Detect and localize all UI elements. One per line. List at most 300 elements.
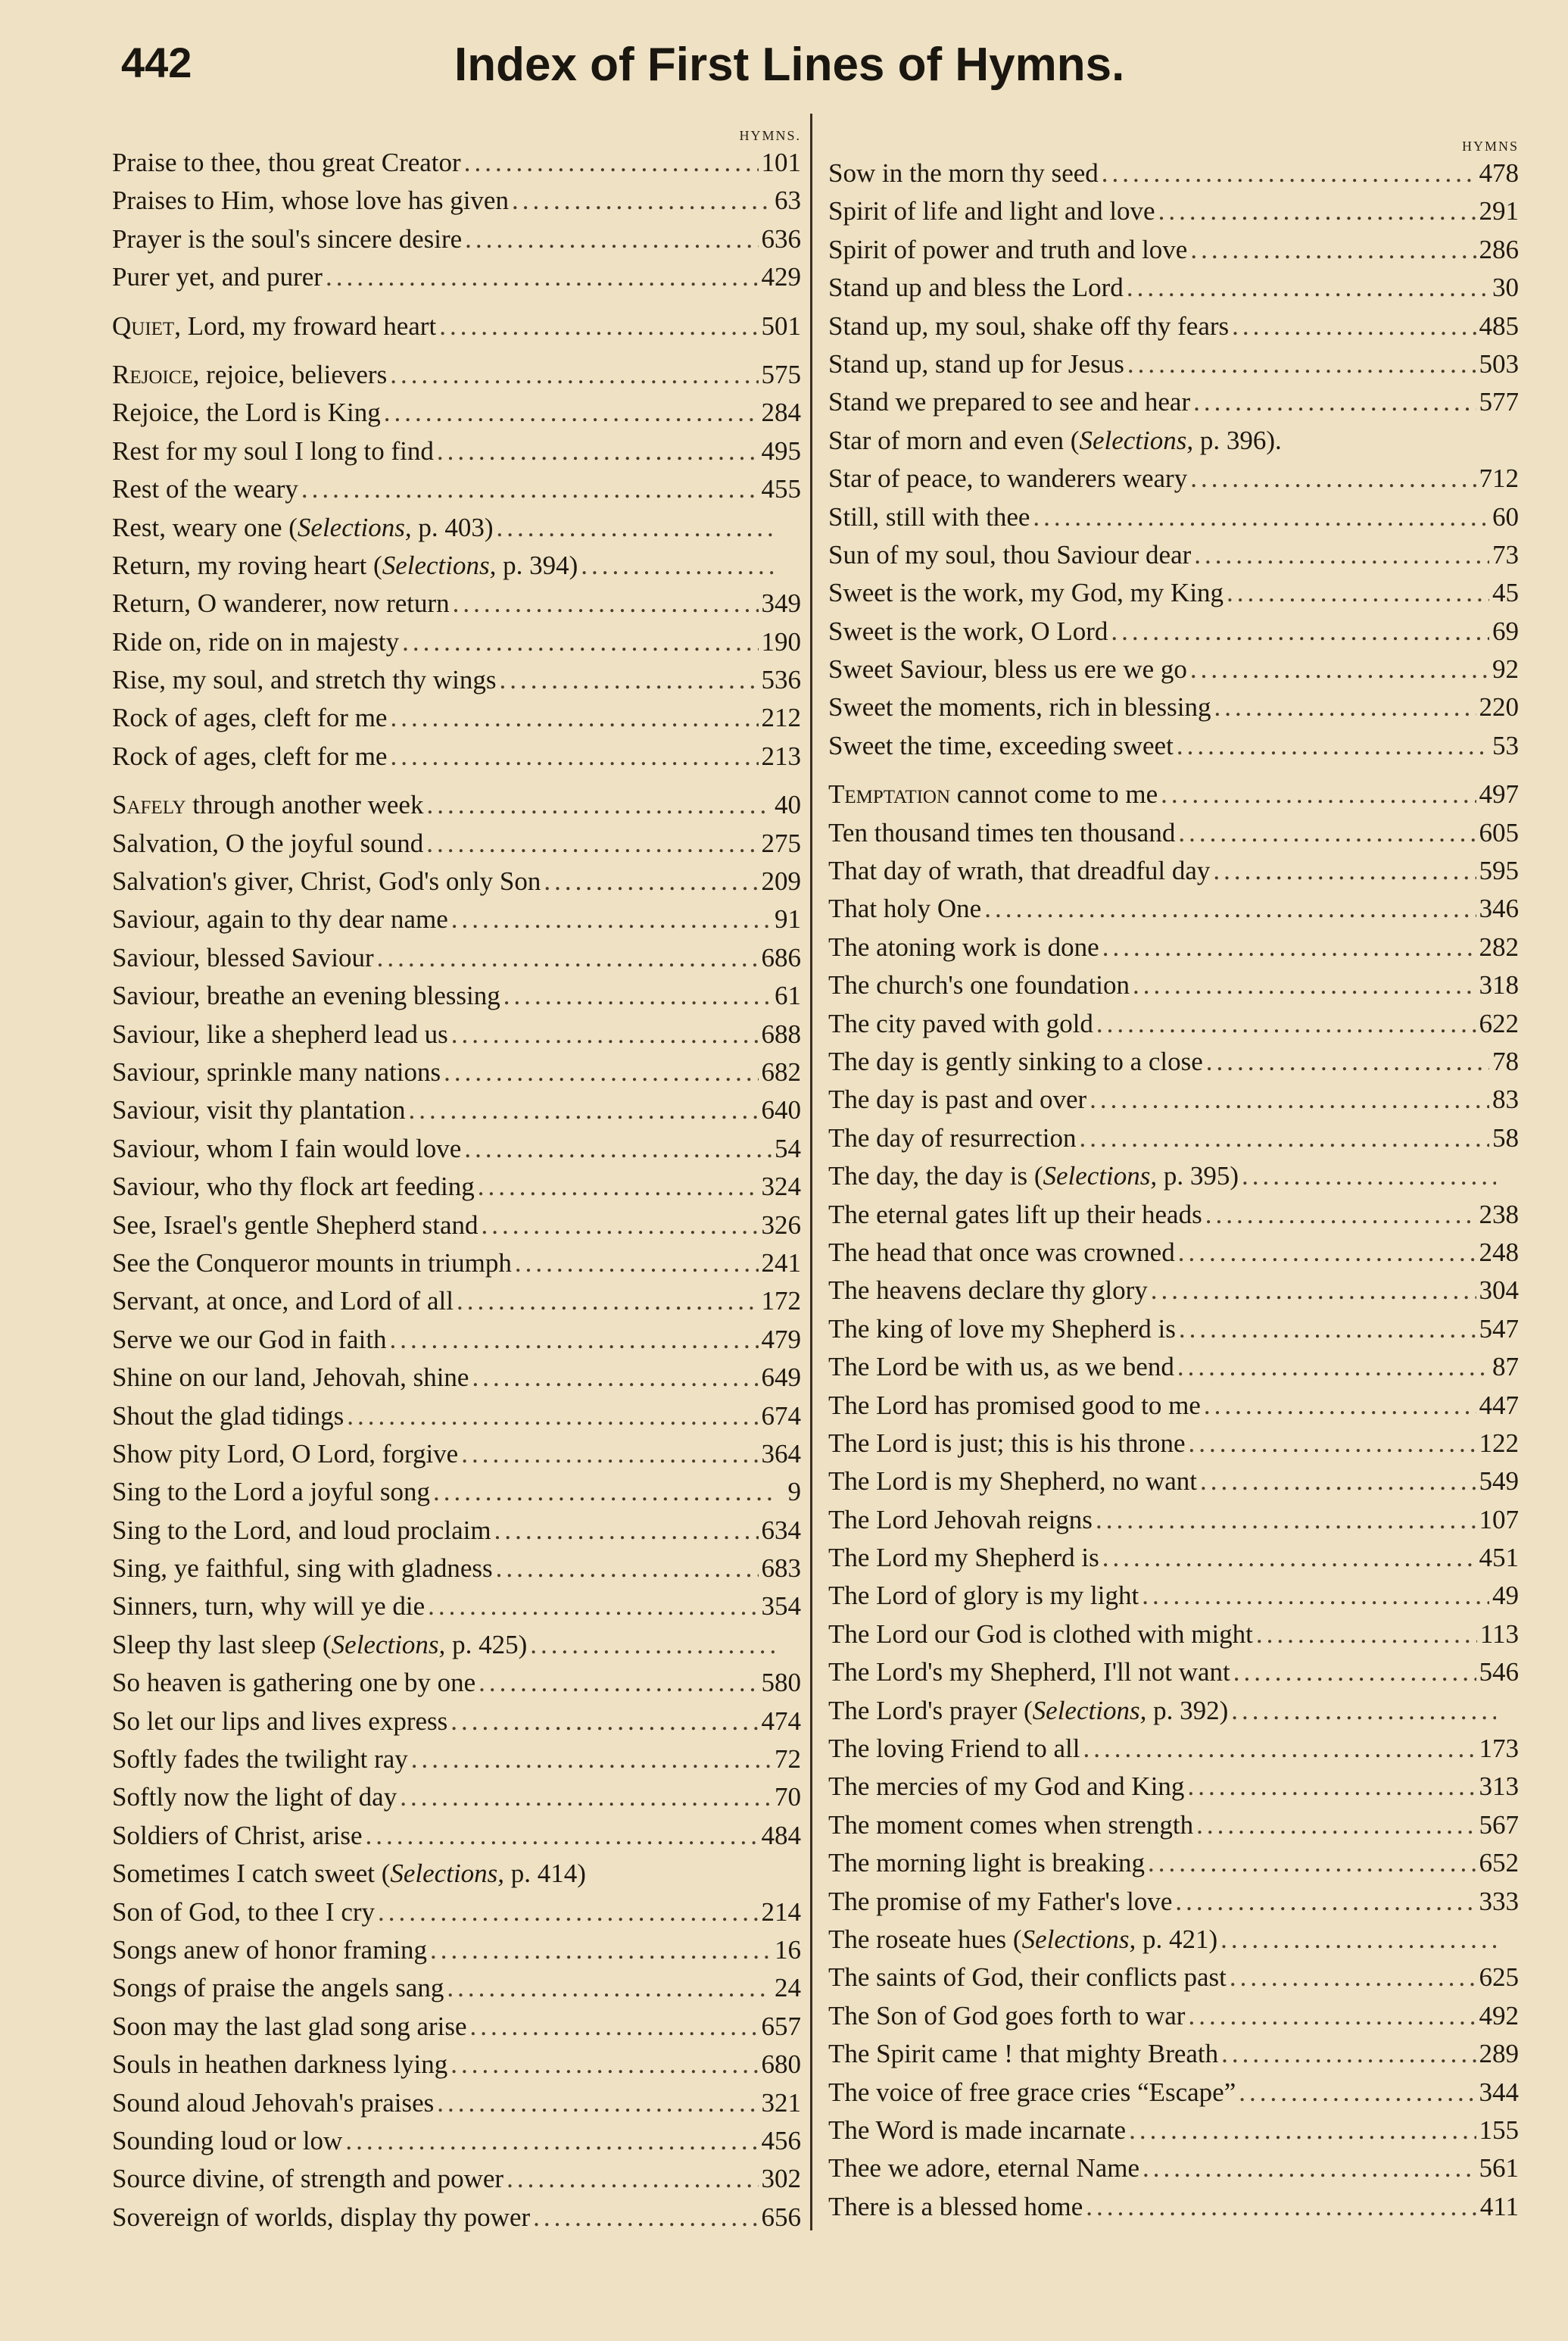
- hymn-entry: [828, 688, 1519, 726]
- hymn-first-line: [828, 1348, 1174, 1386]
- hymn-number: 209: [761, 866, 801, 897]
- hymn-number: 686: [761, 942, 801, 972]
- hymn-first-line-text: Sun of my soul, thou Saviour dear: [828, 539, 1192, 570]
- hymn-entry: [828, 269, 1519, 307]
- hymn-first-line-text: Soon may the last glad song arise: [112, 2011, 467, 2041]
- dot-leader: [1096, 1005, 1476, 1043]
- hymn-first-line: [828, 1730, 1080, 1768]
- hymn-first-line: [112, 1435, 458, 1473]
- hymn-entry: [828, 1844, 1519, 1882]
- selections-reference: Selections,: [1079, 425, 1194, 455]
- hymn-entry: [112, 182, 801, 220]
- dot-leader: [1193, 383, 1476, 421]
- hymn-first-line-text: Songs of praise the angels sang: [112, 1973, 444, 2003]
- hymn-first-line-text: The city paved with gold: [828, 1008, 1093, 1038]
- dot-leader: [478, 1168, 759, 1206]
- dot-leader: [1089, 1081, 1489, 1119]
- hymn-first-line-text: Softly now the light of day: [112, 1782, 397, 1812]
- hymn-first-line-text: The Lord of glory is my light: [828, 1581, 1139, 1611]
- hymn-entry: [828, 2188, 1519, 2226]
- hymn-entry: [112, 1512, 801, 1550]
- section-gap: [828, 765, 1519, 776]
- hymn-first-line: [112, 509, 493, 547]
- hymn-first-line: [828, 1883, 1172, 1921]
- hymn-entry: [112, 1740, 801, 1778]
- hymn-entry: [828, 1730, 1519, 1768]
- hymn-number: 54: [775, 1133, 801, 1163]
- hymn-first-line: [828, 966, 1130, 1004]
- hymn-first-line-text: Sweet is the work, O Lord: [828, 616, 1108, 646]
- hymn-first-line: [112, 2084, 434, 2122]
- hymn-entry: [112, 1435, 801, 1473]
- page-number: 442: [121, 39, 192, 86]
- hymn-first-line: [828, 1615, 1253, 1653]
- hymn-number: 61: [775, 981, 801, 1011]
- dot-leader: [1102, 155, 1476, 192]
- hymn-number: 636: [761, 223, 801, 254]
- hymn-first-line: [828, 1806, 1193, 1844]
- hymn-number: 190: [761, 626, 801, 657]
- hymn-entry: [112, 394, 801, 432]
- hymn-entry: [112, 1703, 801, 1740]
- dot-leader: [465, 220, 758, 258]
- hymn-first-line-text: The roseate hues (: [828, 1924, 1022, 1954]
- dot-leader: [408, 1091, 758, 1129]
- dot-leader: [496, 509, 778, 547]
- hymn-first-line-text: Sovereign of worlds, display thy power: [112, 2202, 531, 2232]
- hymn-entry: [112, 1817, 801, 1855]
- hymn-number: 87: [1492, 1352, 1519, 1382]
- hymn-entry: [828, 1768, 1519, 1806]
- hymn-first-line: [112, 1053, 441, 1091]
- hymn-number: 354: [761, 1591, 801, 1622]
- dot-leader: [1227, 574, 1489, 612]
- hymn-first-line-text: The loving Friend to all: [828, 1734, 1080, 1764]
- dot-leader: [1175, 1883, 1476, 1921]
- hymn-first-line: [828, 155, 1099, 192]
- hymn-first-line: [112, 863, 541, 901]
- dot-leader: [457, 1282, 759, 1320]
- hymn-first-line-text: The eternal gates lift up their heads: [828, 1199, 1202, 1229]
- dot-leader: [390, 738, 758, 776]
- hymn-entry: [828, 1043, 1519, 1081]
- hymns-column-label: HYMNS.: [739, 128, 801, 143]
- hymn-entry: [828, 1081, 1519, 1119]
- hymn-number: 474: [761, 1706, 801, 1736]
- hymn-entry: [112, 1550, 801, 1587]
- hymn-first-line: [112, 2008, 467, 2046]
- hymn-first-line: [828, 1539, 1099, 1577]
- hymn-number: 622: [1479, 1008, 1519, 1038]
- hymn-first-line: [112, 182, 509, 220]
- hymn-number: 680: [761, 2049, 801, 2080]
- hymn-first-line: [112, 939, 374, 977]
- hymn-first-line-text: through another week: [185, 790, 424, 820]
- dot-leader: [1205, 1196, 1476, 1234]
- hymn-first-line: [828, 269, 1124, 307]
- hymn-first-line-text: The day is gently sinking to a close: [828, 1046, 1203, 1076]
- hymn-number: 649: [761, 1362, 801, 1393]
- hymn-number: 625: [1479, 1962, 1519, 1993]
- hymn-first-line-text: Show pity Lord, O Lord, forgive: [112, 1438, 459, 1469]
- hymn-entry: [112, 1664, 801, 1702]
- dot-leader: [451, 901, 772, 938]
- hymn-entry: [828, 1310, 1519, 1348]
- hymn-number: 49: [1492, 1581, 1519, 1611]
- hymn-first-line-text: Shine on our land, Jehovah, shine: [112, 1362, 469, 1393]
- dot-leader: [1033, 498, 1489, 536]
- dot-leader: [503, 977, 772, 1015]
- dot-leader: [499, 661, 758, 699]
- hymn-number: 547: [1479, 1313, 1519, 1344]
- hymn-entry: [828, 1959, 1519, 1996]
- hymn-first-line: [112, 738, 387, 776]
- hymn-first-line: [112, 1016, 448, 1053]
- hymn-entry: [828, 1997, 1519, 2035]
- hymn-entry: [112, 786, 801, 824]
- hymn-number: 344: [1479, 2077, 1519, 2107]
- hymn-first-line: [828, 2149, 1139, 2187]
- dot-leader: [1177, 727, 1489, 765]
- hymn-first-line: [112, 661, 496, 699]
- hymn-first-line: [112, 2046, 447, 2083]
- hymn-first-line: [112, 2122, 342, 2160]
- hymn-number: 212: [761, 703, 801, 733]
- hymn-entry: [112, 623, 801, 661]
- dot-leader: [426, 825, 758, 863]
- hymn-entry: [112, 939, 801, 977]
- hymn-number: 652: [1479, 1848, 1519, 1878]
- hymn-number: 546: [1479, 1657, 1519, 1687]
- hymn-first-line-text: Sleep thy last sleep (: [112, 1629, 332, 1659]
- hymns-column-label: HYMNS: [1461, 139, 1519, 154]
- hymn-number: 220: [1479, 692, 1519, 723]
- hymn-number: 634: [761, 1515, 801, 1545]
- hymn-first-line: [112, 1626, 527, 1664]
- dot-leader: [378, 1893, 758, 1931]
- hymn-first-line: [112, 585, 450, 623]
- hymn-first-line-text: Rock of ages, cleft for me: [112, 703, 388, 733]
- hymn-number: 640: [761, 1095, 801, 1125]
- dot-leader: [1127, 345, 1476, 383]
- hymn-first-line: [112, 1282, 454, 1320]
- hymn-number: 575: [761, 359, 801, 389]
- hymn-entry: [828, 1615, 1519, 1653]
- dot-leader: [1187, 1768, 1476, 1806]
- hymn-first-line-text: The Lord Jehovah reigns: [828, 1504, 1093, 1534]
- hymn-number: 58: [1492, 1122, 1519, 1153]
- dot-leader: [1129, 2112, 1476, 2149]
- hymn-first-line: [112, 547, 578, 585]
- hymn-entry: [112, 356, 801, 394]
- hymn-first-line: [112, 1359, 469, 1397]
- hymn-first-line: [828, 192, 1155, 230]
- hymn-number: 683: [761, 1553, 801, 1584]
- hymn-first-line-text: There is a blessed home: [828, 2191, 1083, 2221]
- hymn-first-line: [112, 1512, 491, 1550]
- hymn-number: 485: [1479, 311, 1519, 341]
- hymn-first-line: [828, 2035, 1218, 2073]
- hymn-number: 313: [1479, 1771, 1519, 1802]
- hymn-first-line-text: Serve we our God in faith: [112, 1324, 387, 1354]
- hymn-first-line: [112, 1550, 493, 1587]
- hymn-entry: [828, 2112, 1519, 2149]
- hymn-number: 70: [775, 1782, 801, 1812]
- dot-leader: [1158, 192, 1476, 230]
- hymn-first-line-text: , rejoice, believers: [192, 359, 388, 389]
- hymn-number: 113: [1479, 1618, 1519, 1649]
- hymn-first-line: [828, 929, 1099, 966]
- hymn-entry: [828, 1692, 1519, 1730]
- hymn-first-line: [112, 1703, 447, 1740]
- dot-leader: [1194, 536, 1489, 574]
- hymn-first-line: [112, 825, 423, 863]
- hymn-entry: [112, 258, 801, 296]
- hymn-entry: [112, 2160, 801, 2198]
- hymn-entry: [112, 661, 801, 699]
- hymn-number: 411: [1479, 2191, 1519, 2221]
- hymn-first-line: [112, 1473, 430, 1511]
- hymn-entry: [112, 1969, 801, 2007]
- hymn-entry: [112, 2008, 801, 2046]
- dot-leader: [439, 307, 758, 345]
- hymn-first-line: [112, 1931, 427, 1969]
- dot-leader: [326, 258, 759, 296]
- dot-leader: [390, 699, 758, 737]
- dot-leader: [1188, 1997, 1476, 2035]
- dot-leader: [1232, 307, 1476, 345]
- hymn-entry: [112, 509, 801, 547]
- dot-leader: [1142, 2149, 1476, 2187]
- dot-leader: [1179, 1310, 1476, 1348]
- hymn-first-word: Temptation: [828, 779, 951, 810]
- hymn-number: 682: [761, 1057, 801, 1087]
- hymn-first-line-text: Star of peace, to wanderers weary: [828, 464, 1188, 494]
- hymn-first-line-text: Son of God, to thee I cry: [112, 1896, 376, 1927]
- hymn-first-line-text: Source divine, of strength and power: [112, 2164, 504, 2194]
- hymn-number: 91: [775, 904, 801, 935]
- hymn-first-line-text: Saviour, sprinkle many nations: [112, 1057, 441, 1087]
- hymn-first-line-text: The king of love my Shepherd is: [828, 1313, 1176, 1344]
- hymn-number: 173: [1479, 1734, 1519, 1764]
- hymn-first-line-text: The moment comes when strength: [828, 1809, 1194, 1840]
- hymn-first-line: [112, 258, 323, 296]
- hymn-first-line-text: The Lord has promised good to me: [828, 1390, 1201, 1420]
- hymn-entry: [112, 1016, 801, 1053]
- hymn-first-line: [828, 422, 1282, 460]
- hymn-entry: [112, 470, 801, 508]
- hymn-first-line-text: Prayer is the soul's sincere desire: [112, 223, 463, 254]
- hymn-number: 451: [1479, 1543, 1519, 1573]
- hymn-entry: [112, 585, 801, 623]
- hymn-number: 63: [775, 186, 801, 216]
- hymn-entry: [828, 1272, 1519, 1309]
- hymn-number: 60: [1492, 501, 1519, 532]
- hymn-number: 286: [1479, 234, 1519, 264]
- hymn-number: 478: [1479, 158, 1519, 188]
- dot-leader: [496, 1550, 759, 1587]
- hymn-first-line-text: The head that once was crowned: [828, 1237, 1175, 1267]
- hymn-first-line-text: Soldiers of Christ, arise: [112, 1820, 363, 1850]
- hymn-number: 326: [761, 1210, 801, 1240]
- dot-leader: [1242, 1157, 1496, 1195]
- hymn-first-line: [112, 1168, 475, 1206]
- hymn-entry: [112, 2046, 801, 2083]
- hymn-first-line-text: See the Conqueror mounts in triumph: [112, 1247, 512, 1278]
- dot-leader: [444, 1053, 758, 1091]
- dot-leader: [1256, 1615, 1477, 1653]
- hymn-first-line-text: Servant, at once, and Lord of all: [112, 1286, 454, 1316]
- hymn-first-line-text: Saviour, blessed Saviour: [112, 942, 374, 972]
- hymn-number: 561: [1479, 2153, 1519, 2183]
- hymn-first-line: [828, 460, 1187, 498]
- page-reference: p. 395): [1157, 1161, 1239, 1191]
- hymn-first-line-text: Rise, my soul, and stretch thy wings: [112, 665, 497, 695]
- hymn-entry: [828, 307, 1519, 345]
- hymn-first-word: Rejoice: [112, 359, 193, 389]
- dot-leader: [390, 1321, 759, 1359]
- hymn-entry: [828, 929, 1519, 966]
- hymn-entry: [828, 1883, 1519, 1921]
- hymn-first-line: [828, 1692, 1228, 1730]
- hymn-first-line: [828, 1043, 1203, 1081]
- dot-leader: [1083, 1730, 1476, 1768]
- dot-leader: [1200, 1462, 1476, 1500]
- hymn-entry: [112, 901, 801, 938]
- hymn-number: 78: [1492, 1046, 1519, 1076]
- hymn-number: 497: [1479, 779, 1519, 810]
- hymn-entry: [828, 460, 1519, 498]
- hymn-first-line-text: Stand up, my soul, shake off thy fears: [828, 311, 1230, 341]
- hymn-first-word: Quiet: [112, 311, 175, 341]
- hymn-first-line-text: Souls in heathen darkness lying: [112, 2049, 448, 2080]
- hymn-first-line-text: The Son of God goes forth to war: [828, 2000, 1186, 2030]
- hymn-first-line-text: The atoning work is done: [828, 932, 1099, 962]
- dot-leader: [428, 1587, 758, 1625]
- hymn-first-line: [112, 1587, 425, 1625]
- hymn-entry: [112, 1397, 801, 1435]
- hymn-first-line: [828, 345, 1124, 383]
- dot-leader: [464, 144, 759, 182]
- dot-leader: [301, 470, 759, 508]
- hymn-entry: [828, 1501, 1519, 1539]
- hymn-first-line: [112, 1321, 387, 1359]
- hymn-number: 479: [761, 1324, 801, 1354]
- hymn-first-line: [112, 786, 423, 824]
- dot-leader: [515, 1244, 759, 1282]
- hymn-first-line-text: The Lord be with us, as we bend: [828, 1352, 1174, 1382]
- hymn-number: 549: [1479, 1466, 1519, 1497]
- hymn-entry: [828, 1157, 1519, 1195]
- dot-leader: [437, 432, 759, 470]
- dot-leader: [1190, 460, 1476, 498]
- dot-leader: [390, 356, 758, 394]
- hymn-entry: [112, 1359, 801, 1397]
- dot-leader: [384, 394, 759, 432]
- hymn-first-line: [828, 727, 1174, 765]
- hymn-entry: [828, 814, 1519, 852]
- hymn-entry: [112, 2199, 801, 2236]
- hymn-entry: [828, 651, 1519, 688]
- hymn-first-line: [828, 776, 1158, 813]
- hymn-first-line-text: Sinners, turn, why will ye die: [112, 1591, 426, 1622]
- hymn-first-line: [828, 1081, 1086, 1119]
- hymn-first-line: [828, 651, 1187, 688]
- hymn-entry: [112, 2084, 801, 2122]
- hymn-entry: [112, 1778, 801, 1816]
- dot-leader: [507, 2160, 758, 2198]
- dot-leader: [1127, 269, 1489, 307]
- hymn-first-line: [828, 1462, 1197, 1500]
- hymn-first-line-text: Saviour, like a shepherd lead us: [112, 1019, 448, 1049]
- hymn-first-line-text: The day of resurrection: [828, 1122, 1077, 1153]
- hymn-entry: [828, 1005, 1519, 1043]
- dot-leader: [1177, 1348, 1489, 1386]
- dot-leader: [472, 1359, 758, 1397]
- hymn-first-line-text: Praises to Him, whose love has given: [112, 186, 509, 216]
- page-title: Index of First Lines of Hymns.: [454, 39, 1125, 91]
- hymn-first-line: [112, 1091, 405, 1129]
- hymn-first-line-text: Sound aloud Jehovah's praises: [112, 2087, 435, 2118]
- hymn-first-line: [828, 2074, 1236, 2112]
- hymn-first-line: [112, 470, 298, 508]
- hymn-first-line-text: Stand we prepared to see and hear: [828, 387, 1191, 417]
- hymn-entry: [828, 1577, 1519, 1615]
- hymn-first-line-text: The voice of free grace cries “Escape”: [828, 2077, 1236, 2107]
- hymn-number: 364: [761, 1438, 801, 1469]
- hymn-first-line-text: The saints of God, their conflicts past: [828, 1962, 1227, 1993]
- dot-leader: [1190, 231, 1476, 269]
- hymn-number: 536: [761, 665, 801, 695]
- page-reference: p. 425): [445, 1629, 528, 1659]
- hymn-first-line: [112, 356, 387, 394]
- dot-leader: [1214, 688, 1476, 726]
- hymn-first-line-text: Sweet is the work, my God, my King: [828, 578, 1224, 608]
- page-reference: p. 421): [1136, 1924, 1218, 1954]
- hymn-entry: [828, 345, 1519, 383]
- hymn-first-line: [828, 1653, 1230, 1691]
- dot-leader: [1233, 1653, 1476, 1691]
- hymn-first-line-text: Spirit of life and light and love: [828, 196, 1155, 226]
- dot-leader: [347, 1397, 758, 1435]
- hymn-first-line-text: The Lord is just; this is his throne: [828, 1428, 1186, 1458]
- hymn-number: 291: [1479, 196, 1519, 226]
- hymn-first-line: [828, 307, 1229, 345]
- hymn-number: 122: [1479, 1428, 1519, 1458]
- hymn-entry: [112, 547, 801, 585]
- hymn-number: 712: [1479, 464, 1519, 494]
- hymn-first-line-text: cannot come to me: [950, 779, 1158, 810]
- dot-leader: [1142, 1577, 1489, 1615]
- hymn-first-line-text: See, Israel's gentle Shepherd stand: [112, 1210, 479, 1240]
- hymn-first-line-text: That holy One: [828, 894, 982, 924]
- hymn-first-line: [828, 2112, 1126, 2149]
- dot-leader: [581, 547, 778, 585]
- hymn-number: 657: [761, 2011, 801, 2041]
- hymn-first-line-text: Sounding loud or low: [112, 2125, 343, 2155]
- hymn-first-line-text: Ten thousand times ten thousand: [828, 817, 1176, 847]
- hymn-first-line: [828, 613, 1108, 651]
- hymn-first-line-text: Rock of ages, cleft for me: [112, 741, 388, 771]
- hymn-first-line: [112, 1778, 397, 1816]
- hymn-first-line-text: The heavens declare thy glory: [828, 1275, 1148, 1306]
- column-divider: [810, 114, 812, 2230]
- hymn-first-line: [112, 623, 399, 661]
- hymn-first-line: [112, 1969, 444, 2007]
- hymn-first-line-text: Sing to the Lord, and loud proclaim: [112, 1515, 491, 1545]
- hymn-number: 605: [1479, 817, 1519, 847]
- hymn-first-line: [112, 1893, 375, 1931]
